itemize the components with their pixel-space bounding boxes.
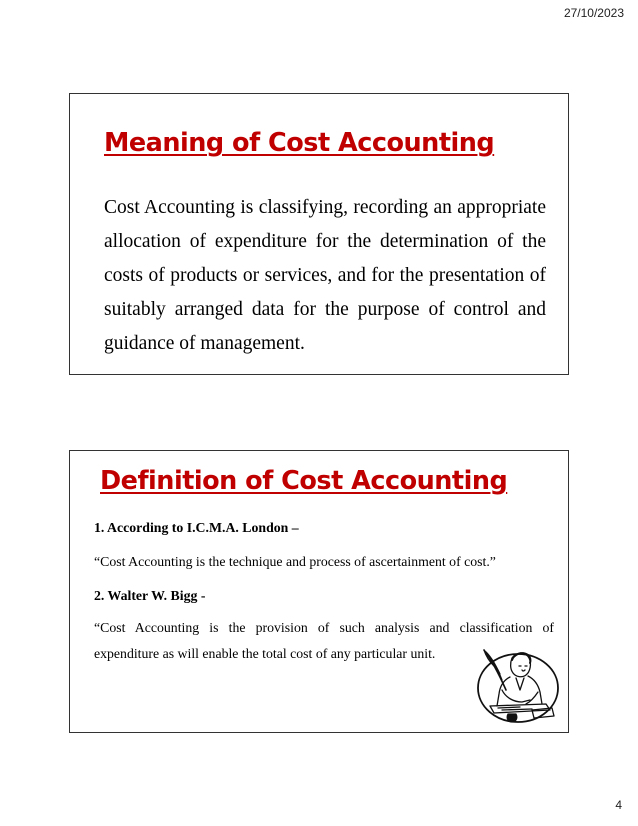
- meaning-body-text: Cost Accounting is classifying, recording an appropriate allocation of expenditure for the determination of the costs of products or services, and for the presentation of suitably arranged data for the purpose of control and guidance of management.: [104, 197, 546, 354]
- slide-definition: [69, 450, 569, 733]
- definition-quote: “Cost Accounting is the technique and process of ascertainment of cost.”: [94, 554, 496, 569]
- slide-meaning: [69, 93, 569, 375]
- slide-title: Meaning of Cost Accounting: [104, 128, 495, 158]
- definition-quote: “Cost Accounting is the provision of such analysis and classification of expenditure as will enable the total cost of any particular unit.: [94, 620, 554, 661]
- date-label: 27/10/2023: [563, 6, 624, 20]
- definition-heading: 2. Walter W. Bigg -: [94, 588, 206, 603]
- writer-with-quill-icon: [472, 640, 564, 728]
- definition-heading: 1. According to I.C.M.A. London –: [94, 520, 299, 535]
- slide-title: Definition of Cost Accounting: [100, 466, 508, 496]
- page-number: 4: [615, 798, 622, 812]
